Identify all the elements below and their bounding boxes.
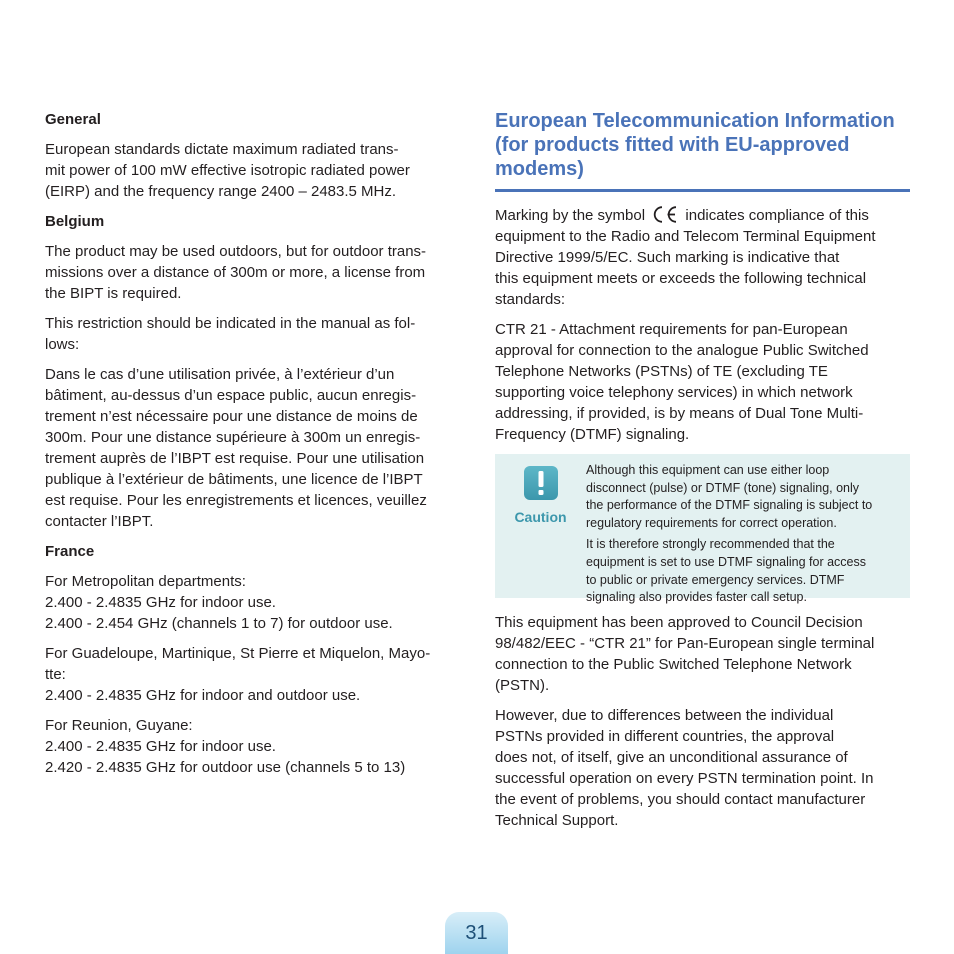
text-line: For Metropolitan departments: (45, 573, 246, 590)
text-line: this equipment meets or exceeds the following technical (495, 270, 867, 287)
text-line: It is therefore strongly recommended that the (586, 537, 835, 552)
text-line: regulatory requirements for correct operation. (586, 515, 837, 530)
text-line: signaling also provides faster call setup. (586, 590, 807, 605)
ce-mark-icon (651, 205, 679, 224)
text-line: European standards dictate maximum radiated trans- (45, 141, 399, 158)
belgium-paragraph-1 (45, 241, 460, 304)
title-divider (495, 189, 910, 192)
marking-text-end: indicates compliance of this (685, 207, 869, 224)
text-line: disconnect (pulse) or DTMF (tone) signaling, only (586, 480, 860, 495)
text-line: However, due to differences between the individual (495, 707, 834, 724)
france-paragraph-1 (45, 571, 460, 634)
text-line: 2.400 - 2.4835 GHz for indoor use. (45, 738, 276, 755)
text-line: Frequency (DTMF) signaling. (495, 426, 690, 443)
text-line: does not, of itself, give an unconditional assurance of (495, 749, 848, 766)
caution-paragraph-1 (586, 462, 872, 532)
page-number-tab (445, 912, 508, 954)
text-line: For Reunion, Guyane: (45, 717, 193, 734)
exclamation-icon (524, 466, 558, 500)
text-line: addressing, if provided, is by means of Dual Tone Multi- (495, 405, 864, 422)
belgium-paragraph-2 (45, 313, 460, 355)
text-line: trement auprès de l’IBPT est requise. Pour une utilisation (45, 450, 425, 467)
text-line (495, 205, 910, 226)
text-line: Technical Support. (495, 812, 619, 829)
marking-text-start: Marking by the symbol (495, 207, 646, 224)
text-line: mit power of 100 mW effective isotropic radiated power (45, 162, 410, 179)
text-line: successful operation on every PSTN termination point. In (495, 770, 874, 787)
caution-label: Caution (514, 509, 567, 525)
france-paragraph-3 (45, 715, 460, 778)
caution-sidebar (495, 462, 586, 590)
text-line: standards: (495, 291, 566, 308)
text-line: This restriction should be indicated in the manual as fol- (45, 315, 416, 332)
text-line: The product may be used outdoors, but for outdoor trans- (45, 243, 427, 260)
text-line: tte: (45, 666, 66, 683)
france-heading: France (45, 543, 95, 560)
title-line: modems) (495, 158, 584, 180)
caution-box (495, 454, 910, 605)
text-line: equipment to the Radio and Telecom Terminal Equipment (495, 228, 876, 245)
title-line: (for products fitted with EU-approved (495, 134, 850, 156)
text-line: contacter l’IBPT. (45, 513, 154, 530)
text-line: the BIPT is required. (45, 285, 182, 302)
text-line: CTR 21 - Attachment requirements for pan-European (495, 321, 848, 338)
belgium-heading: Belgium (45, 213, 105, 230)
text-line: 2.420 - 2.4835 GHz for outdoor use (channels 5 to 13) (45, 759, 406, 776)
text-line: est requise. Pour les enregistrements et licences, veuillez (45, 492, 427, 509)
page-number: 31 (465, 921, 488, 944)
france-paragraph-2 (45, 643, 460, 706)
text-line: to public or private emergency services. DTMF (586, 572, 845, 587)
text-line: 300m. Pour une distance supérieure à 300m un enregis- (45, 429, 421, 446)
general-paragraph (45, 139, 460, 202)
left-column (45, 109, 460, 787)
text-line: For Guadeloupe, Martinique, St Pierre et Miquelon, Mayo- (45, 645, 431, 662)
text-line: Telephone Networks (PSTNs) of TE (excluding TE (495, 363, 828, 380)
general-heading: General (45, 111, 101, 128)
text-line: 2.400 - 2.4835 GHz for indoor use. (45, 594, 276, 611)
text-line: 2.400 - 2.4835 GHz for indoor and outdoor use. (45, 687, 361, 704)
text-line: Although this equipment can use either loop (586, 463, 830, 477)
approval-paragraph (495, 612, 910, 696)
text-line: the event of problems, you should contact manufacturer (495, 791, 866, 808)
text-line: 98/482/EEC - “CTR 21” for Pan-European single terminal (495, 635, 875, 652)
right-column (495, 109, 910, 840)
text-line: publique à l’extérieur de bâtiments, une licence de l’IBPT (45, 471, 423, 488)
text-line: equipment is set to use DTMF signaling for access (586, 554, 866, 569)
text-line: 2.400 - 2.454 GHz (channels 1 to 7) for outdoor use. (45, 615, 393, 632)
caution-paragraph-2 (586, 536, 872, 606)
text-line: bâtiment, au-dessus d’un espace public, aucun enregis- (45, 387, 417, 404)
text-line: approval for connection to the analogue Public Switched (495, 342, 869, 359)
text-line: (EIRP) and the frequency range 2400 – 2483.5 MHz. (45, 183, 397, 200)
text-line: missions over a distance of 300m or more, a license from (45, 264, 426, 281)
title-line: European Telecommunication Information (495, 110, 895, 132)
marking-paragraph (495, 205, 910, 310)
text-line: connection to the Public Switched Telephone Network (495, 656, 852, 673)
however-paragraph (495, 705, 910, 831)
text-line: Directive 1999/5/EC. Such marking is indicative that (495, 249, 840, 266)
text-line: trement n’est nécessaire pour une distance de moins de (45, 408, 418, 425)
ctr21-paragraph (495, 319, 910, 445)
text-line: PSTNs provided in different countries, the approval (495, 728, 835, 745)
text-line: (PSTN). (495, 677, 550, 694)
text-line: Dans le cas d’une utilisation privée, à l’extérieur d’un (45, 366, 395, 383)
section-title (495, 109, 910, 181)
text-line: lows: (45, 336, 80, 353)
text-line: supporting voice telephony services) in which network (495, 384, 853, 401)
text-line: This equipment has been approved to Council Decision (495, 614, 863, 631)
caution-text (586, 462, 873, 605)
text-line: the performance of the DTMF signaling is subject to (586, 498, 873, 513)
belgium-paragraph-french (45, 364, 460, 532)
